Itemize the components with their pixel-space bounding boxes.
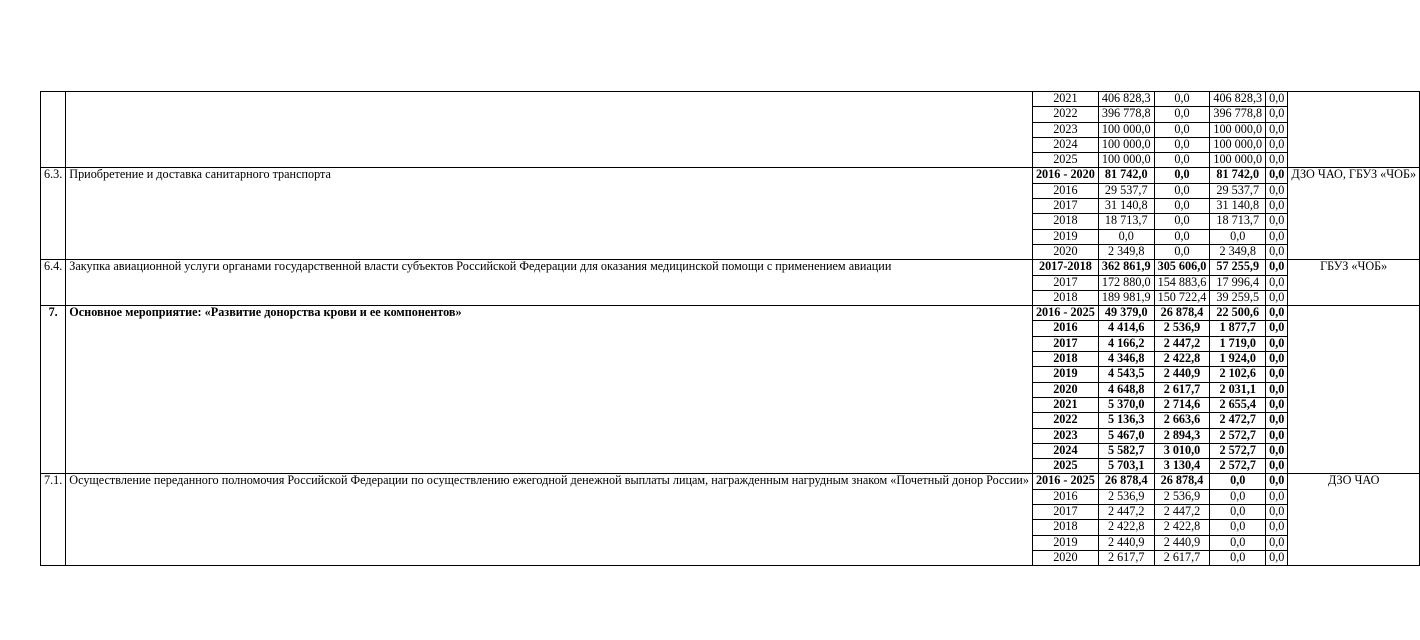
federal-value: 2 617,7 [1154, 550, 1210, 565]
other-value: 0,0 [1266, 275, 1288, 290]
total-value: 5 467,0 [1098, 428, 1154, 443]
period-cell: 2025 [1032, 153, 1098, 168]
other-value: 0,0 [1266, 474, 1288, 489]
regional-value: 17 996,4 [1210, 275, 1266, 290]
federal-value: 2 536,9 [1154, 489, 1210, 504]
regional-value: 0,0 [1210, 535, 1266, 550]
item-number: 6.4. [41, 260, 66, 306]
total-value: 189 981,9 [1098, 290, 1154, 305]
period-cell: 2016 [1032, 321, 1098, 336]
regional-value: 100 000,0 [1210, 137, 1266, 152]
regional-value: 0,0 [1210, 489, 1266, 504]
federal-value: 154 883,6 [1154, 275, 1210, 290]
regional-value: 2 102,6 [1210, 367, 1266, 382]
regional-value: 2 572,7 [1210, 459, 1266, 474]
table-body [41, 92, 1420, 566]
other-value: 0,0 [1266, 229, 1288, 244]
other-value: 0,0 [1266, 489, 1288, 504]
other-value: 0,0 [1266, 443, 1288, 458]
period-cell: 2020 [1032, 550, 1098, 565]
other-value: 0,0 [1266, 290, 1288, 305]
period-cell: 2016 [1032, 183, 1098, 198]
federal-value: 2 422,8 [1154, 520, 1210, 535]
table-row [41, 260, 1420, 275]
total-value: 81 742,0 [1098, 168, 1154, 183]
total-value: 406 828,3 [1098, 92, 1154, 107]
federal-value: 305 606,0 [1154, 260, 1210, 275]
regional-value: 18 713,7 [1210, 214, 1266, 229]
total-value: 26 878,4 [1098, 474, 1154, 489]
item-name: Осуществление переданного полномочия Российской Федерации по осуществлению ежегодной денежной выплаты лицам, награжденным нагрудным знаком «Почетный донор России» [66, 474, 1033, 566]
other-value: 0,0 [1266, 428, 1288, 443]
period-cell: 2017-2018 [1032, 260, 1098, 275]
federal-value: 3 010,0 [1154, 443, 1210, 458]
other-value: 0,0 [1266, 122, 1288, 137]
regional-value: 0,0 [1210, 550, 1266, 565]
federal-value: 0,0 [1154, 229, 1210, 244]
table-row [41, 168, 1420, 183]
period-cell: 2020 [1032, 382, 1098, 397]
other-value: 0,0 [1266, 550, 1288, 565]
regional-value: 2 572,7 [1210, 428, 1266, 443]
federal-value: 26 878,4 [1154, 474, 1210, 489]
other-value: 0,0 [1266, 459, 1288, 474]
federal-value: 0,0 [1154, 122, 1210, 137]
federal-value: 0,0 [1154, 199, 1210, 214]
item-name: Основное мероприятие: «Развитие донорства крови и ее компонентов» [66, 306, 1033, 474]
federal-value: 2 447,2 [1154, 505, 1210, 520]
federal-value: 2 617,7 [1154, 382, 1210, 397]
total-value: 4 346,8 [1098, 352, 1154, 367]
federal-value: 0,0 [1154, 244, 1210, 259]
executor-cell: ДЗО ЧАО, ГБУЗ «ЧОБ» [1288, 168, 1420, 260]
total-value: 396 778,8 [1098, 107, 1154, 122]
regional-value: 81 742,0 [1210, 168, 1266, 183]
total-value: 172 880,0 [1098, 275, 1154, 290]
period-cell: 2022 [1032, 413, 1098, 428]
other-value: 0,0 [1266, 505, 1288, 520]
executor-cell: ДЗО ЧАО [1288, 474, 1420, 566]
total-value: 5 136,3 [1098, 413, 1154, 428]
period-cell: 2018 [1032, 352, 1098, 367]
regional-value: 22 500,6 [1210, 306, 1266, 321]
federal-value: 2 714,6 [1154, 397, 1210, 412]
total-value: 4 648,8 [1098, 382, 1154, 397]
period-cell: 2017 [1032, 275, 1098, 290]
table-row [41, 474, 1420, 489]
total-value: 5 703,1 [1098, 459, 1154, 474]
period-cell: 2019 [1032, 367, 1098, 382]
item-number: 7. [41, 306, 66, 474]
period-cell: 2016 - 2025 [1032, 474, 1098, 489]
period-cell: 2017 [1032, 199, 1098, 214]
period-cell: 2016 - 2025 [1032, 306, 1098, 321]
other-value: 0,0 [1266, 397, 1288, 412]
total-value: 2 617,7 [1098, 550, 1154, 565]
federal-value: 0,0 [1154, 153, 1210, 168]
period-cell: 2020 [1032, 244, 1098, 259]
period-cell: 2024 [1032, 443, 1098, 458]
regional-value: 29 537,7 [1210, 183, 1266, 198]
regional-value: 100 000,0 [1210, 153, 1266, 168]
other-value: 0,0 [1266, 306, 1288, 321]
period-cell: 2018 [1032, 520, 1098, 535]
regional-value: 2 572,7 [1210, 443, 1266, 458]
total-value: 2 440,9 [1098, 535, 1154, 550]
total-value: 2 447,2 [1098, 505, 1154, 520]
other-value: 0,0 [1266, 153, 1288, 168]
other-value: 0,0 [1266, 336, 1288, 351]
regional-value: 0,0 [1210, 505, 1266, 520]
period-cell: 2017 [1032, 336, 1098, 351]
executor-cell [1288, 306, 1420, 474]
regional-value: 2 655,4 [1210, 397, 1266, 412]
regional-value: 0,0 [1210, 229, 1266, 244]
federal-value: 2 447,2 [1154, 336, 1210, 351]
federal-value: 0,0 [1154, 92, 1210, 107]
other-value: 0,0 [1266, 137, 1288, 152]
federal-value: 0,0 [1154, 137, 1210, 152]
regional-value: 406 828,3 [1210, 92, 1266, 107]
total-value: 100 000,0 [1098, 122, 1154, 137]
federal-value: 150 722,4 [1154, 290, 1210, 305]
federal-value: 2 422,8 [1154, 352, 1210, 367]
period-cell: 2018 [1032, 214, 1098, 229]
other-value: 0,0 [1266, 535, 1288, 550]
executor-cell: ГБУЗ «ЧОБ» [1288, 260, 1420, 306]
period-cell: 2021 [1032, 397, 1098, 412]
other-value: 0,0 [1266, 367, 1288, 382]
total-value: 18 713,7 [1098, 214, 1154, 229]
other-value: 0,0 [1266, 244, 1288, 259]
regional-value: 2 472,7 [1210, 413, 1266, 428]
executor-cell [1288, 92, 1420, 168]
federal-value: 2 440,9 [1154, 367, 1210, 382]
other-value: 0,0 [1266, 321, 1288, 336]
other-value: 0,0 [1266, 92, 1288, 107]
regional-value: 1 924,0 [1210, 352, 1266, 367]
table-row [41, 306, 1420, 321]
federal-value: 26 878,4 [1154, 306, 1210, 321]
federal-value: 2 440,9 [1154, 535, 1210, 550]
item-number [41, 92, 66, 168]
item-name [66, 92, 1033, 168]
regional-value: 39 259,5 [1210, 290, 1266, 305]
total-value: 2 349,8 [1098, 244, 1154, 259]
period-cell: 2017 [1032, 505, 1098, 520]
federal-value: 0,0 [1154, 107, 1210, 122]
federal-value: 2 894,3 [1154, 428, 1210, 443]
period-cell: 2024 [1032, 137, 1098, 152]
regional-value: 31 140,8 [1210, 199, 1266, 214]
other-value: 0,0 [1266, 199, 1288, 214]
total-value: 100 000,0 [1098, 153, 1154, 168]
period-cell: 2016 [1032, 489, 1098, 504]
regional-value: 0,0 [1210, 520, 1266, 535]
period-cell: 2022 [1032, 107, 1098, 122]
regional-value: 57 255,9 [1210, 260, 1266, 275]
period-cell: 2021 [1032, 92, 1098, 107]
total-value: 4 166,2 [1098, 336, 1154, 351]
regional-value: 100 000,0 [1210, 122, 1266, 137]
total-value: 100 000,0 [1098, 137, 1154, 152]
other-value: 0,0 [1266, 168, 1288, 183]
total-value: 49 379,0 [1098, 306, 1154, 321]
total-value: 4 414,6 [1098, 321, 1154, 336]
federal-value: 2 663,6 [1154, 413, 1210, 428]
federal-value: 0,0 [1154, 168, 1210, 183]
total-value: 5 370,0 [1098, 397, 1154, 412]
item-number: 6.3. [41, 168, 66, 260]
federal-value: 2 536,9 [1154, 321, 1210, 336]
total-value: 2 422,8 [1098, 520, 1154, 535]
regional-value: 2 031,1 [1210, 382, 1266, 397]
period-cell: 2018 [1032, 290, 1098, 305]
other-value: 0,0 [1266, 520, 1288, 535]
regional-value: 396 778,8 [1210, 107, 1266, 122]
other-value: 0,0 [1266, 214, 1288, 229]
other-value: 0,0 [1266, 352, 1288, 367]
period-cell: 2025 [1032, 459, 1098, 474]
federal-value: 3 130,4 [1154, 459, 1210, 474]
total-value: 5 582,7 [1098, 443, 1154, 458]
other-value: 0,0 [1266, 413, 1288, 428]
item-number: 7.1. [41, 474, 66, 566]
item-name: Приобретение и доставка санитарного транспорта [66, 168, 1033, 260]
total-value: 4 543,5 [1098, 367, 1154, 382]
period-cell: 2023 [1032, 428, 1098, 443]
period-cell: 2016 - 2020 [1032, 168, 1098, 183]
other-value: 0,0 [1266, 107, 1288, 122]
regional-value: 1 877,7 [1210, 321, 1266, 336]
other-value: 0,0 [1266, 260, 1288, 275]
regional-value: 2 349,8 [1210, 244, 1266, 259]
item-name: Закупка авиационной услуги органами государственной власти субъектов Российской Федерации для оказания медицинской помощи с применением авиации [66, 260, 1033, 306]
total-value: 29 537,7 [1098, 183, 1154, 198]
total-value: 31 140,8 [1098, 199, 1154, 214]
budget-table [40, 91, 1420, 566]
total-value: 0,0 [1098, 229, 1154, 244]
regional-value: 1 719,0 [1210, 336, 1266, 351]
federal-value: 0,0 [1154, 183, 1210, 198]
regional-value: 0,0 [1210, 474, 1266, 489]
table-row [41, 92, 1420, 107]
period-cell: 2019 [1032, 229, 1098, 244]
federal-value: 0,0 [1154, 214, 1210, 229]
other-value: 0,0 [1266, 382, 1288, 397]
period-cell: 2019 [1032, 535, 1098, 550]
period-cell: 2023 [1032, 122, 1098, 137]
other-value: 0,0 [1266, 183, 1288, 198]
total-value: 362 861,9 [1098, 260, 1154, 275]
total-value: 2 536,9 [1098, 489, 1154, 504]
